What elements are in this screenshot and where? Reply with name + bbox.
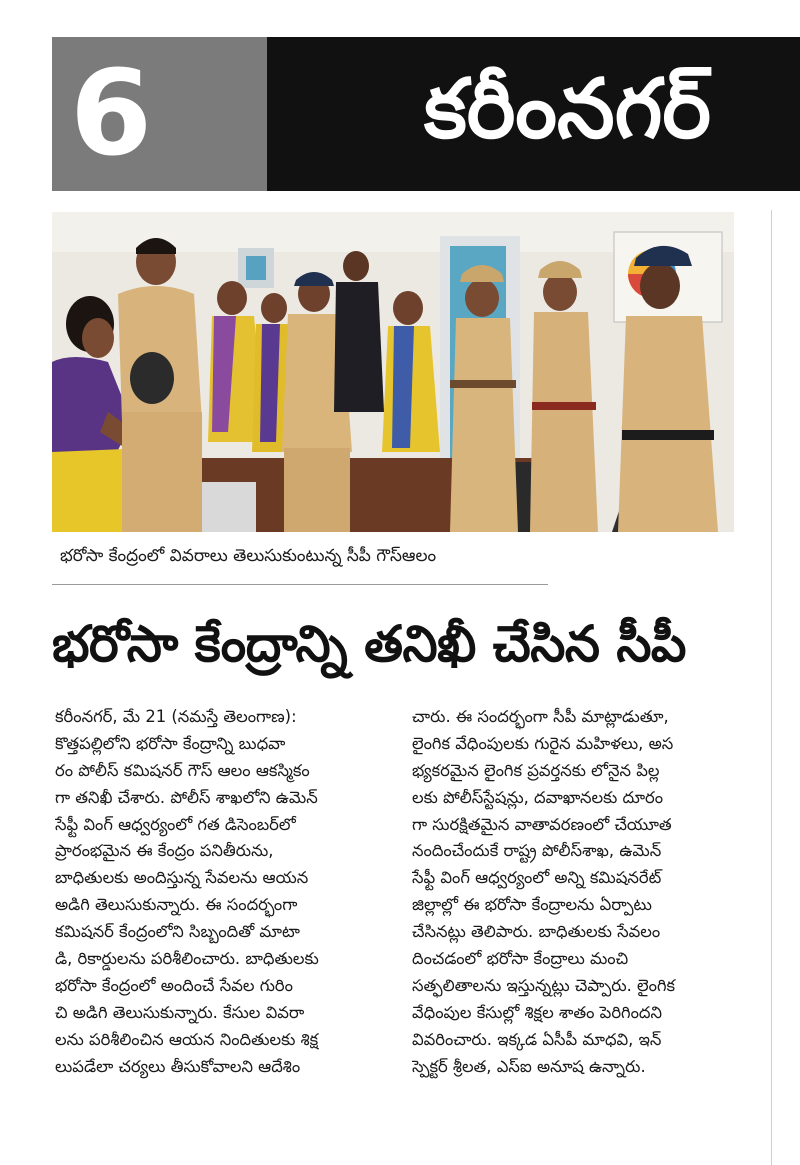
article-line: కొత్తపల్లిలోని భరోసా కేంద్రాన్ని బుధవా [55,733,286,753]
article-line: వివరించారు. ఇక్కడ ఏసీపీ మాధవి, ఇన్ [412,1029,662,1049]
article-line: నందించేందుకే రాష్ట్ర పోలీస్‌శాఖ, ఉమెన్ [412,841,662,861]
photo-caption: భరోసా కేంద్రంలో వివరాలు తెలుసుకుంటున్న సీపీ గౌస్‌ఆలం [60,546,437,566]
article-line: లను పరిశీలించిన ఆయన నిందితులకు శిక్ష [55,1029,319,1049]
article-line: లుపడేలా చర్యలు తీసుకోవాలని ఆదేశిం [55,1056,301,1076]
article-line: చి అడిగి తెలుసుకున్నారు. కేసుల వివరా [55,1002,305,1022]
article-line: కమిషనర్ కేంద్రంలోని సిబ్బందితో మాటా [55,922,300,942]
article-line: భ్యకరమైన లైంగిక ప్రవర్తనకు లోనైన పిల్ల [412,760,660,780]
article-line: సేఫ్టీ వింగ్ ఆధ్వర్యంలో అన్ని కమిషనరేట్ [412,868,662,888]
article-line: చారు. ఈ సందర్భంగా సీపీ మాట్లాడుతూ, [412,707,669,726]
article-line: రం పోలీస్ కమిషనర్ గౌస్ ఆలం ఆకస్మికం [55,760,310,780]
article-line: లైంగిక వేధింపులకు గురైన మహిళలు, అస [412,733,674,753]
article-line: సత్ఫలితాలను ఇస్తున్నట్లు చెప్పారు. లైంగిక [412,975,676,995]
article-line: ప్రారంభమైన ఈ కేంద్రం పనితీరును, [55,841,274,861]
article-line: గా సురక్షితమైన వాతావరణంలో చేయూత [412,814,672,834]
column-divider [771,210,772,1165]
article-line: భరోసా కేంద్రంలో అందించే సేవల గురిం [55,975,293,995]
article-column-left [55,704,383,1080]
page-number-box [52,37,267,191]
article-line: గా తనిఖీ చేశారు. పోలీస్ శాఖలోని ఉమెన్ [55,787,318,807]
article-line: కరీంనగర్, మే 21 (నమస్తే తెలంగాణ): [55,707,297,726]
article-line: వేధింపుల కేసుల్లో శిక్షల శాతం పెరిగిందని [412,1002,662,1022]
masthead-title: కరీంనగర్ [424,62,712,157]
article-line: డి, రికార్డులను పరిశీలించారు. బాధితులకు [55,949,319,969]
article-line: బాధితులకు అందిస్తున్న సేవలను ఆయన [55,868,309,888]
article-column-right [412,704,740,1080]
article-line: జిల్లాల్లో ఈ భరోసా కేంద్రాలను ఏర్పాటు [412,895,652,915]
page-number: 6 [70,44,153,182]
article-line: దించడంలో భరోసా కేంద్రాలు మంచి [412,949,629,969]
article-line: స్పెక్టర్ శ్రీలత, ఎస్‌ఐ అనూష ఉన్నారు. [412,1056,646,1076]
article-line: సేఫ్టీ వింగ్ ఆధ్వర్యంలో గత డిసెంబర్‌లో [55,814,296,834]
article-line: చేసినట్లు తెలిపారు. బాధితులకు సేవలం [412,922,661,942]
article-line: లకు పోలీస్‌స్టేషన్లు, దవాఖానలకు దూరం [412,787,664,807]
news-photo [52,212,734,532]
article-line: అడిగి తెలుసుకున్నారు. ఈ సందర్భంగా [55,895,298,915]
headline: భరోసా కేంద్రాన్ని తనిఖీ చేసిన సీపీ [52,615,686,673]
page-header [52,37,800,191]
caption-divider [52,584,548,585]
